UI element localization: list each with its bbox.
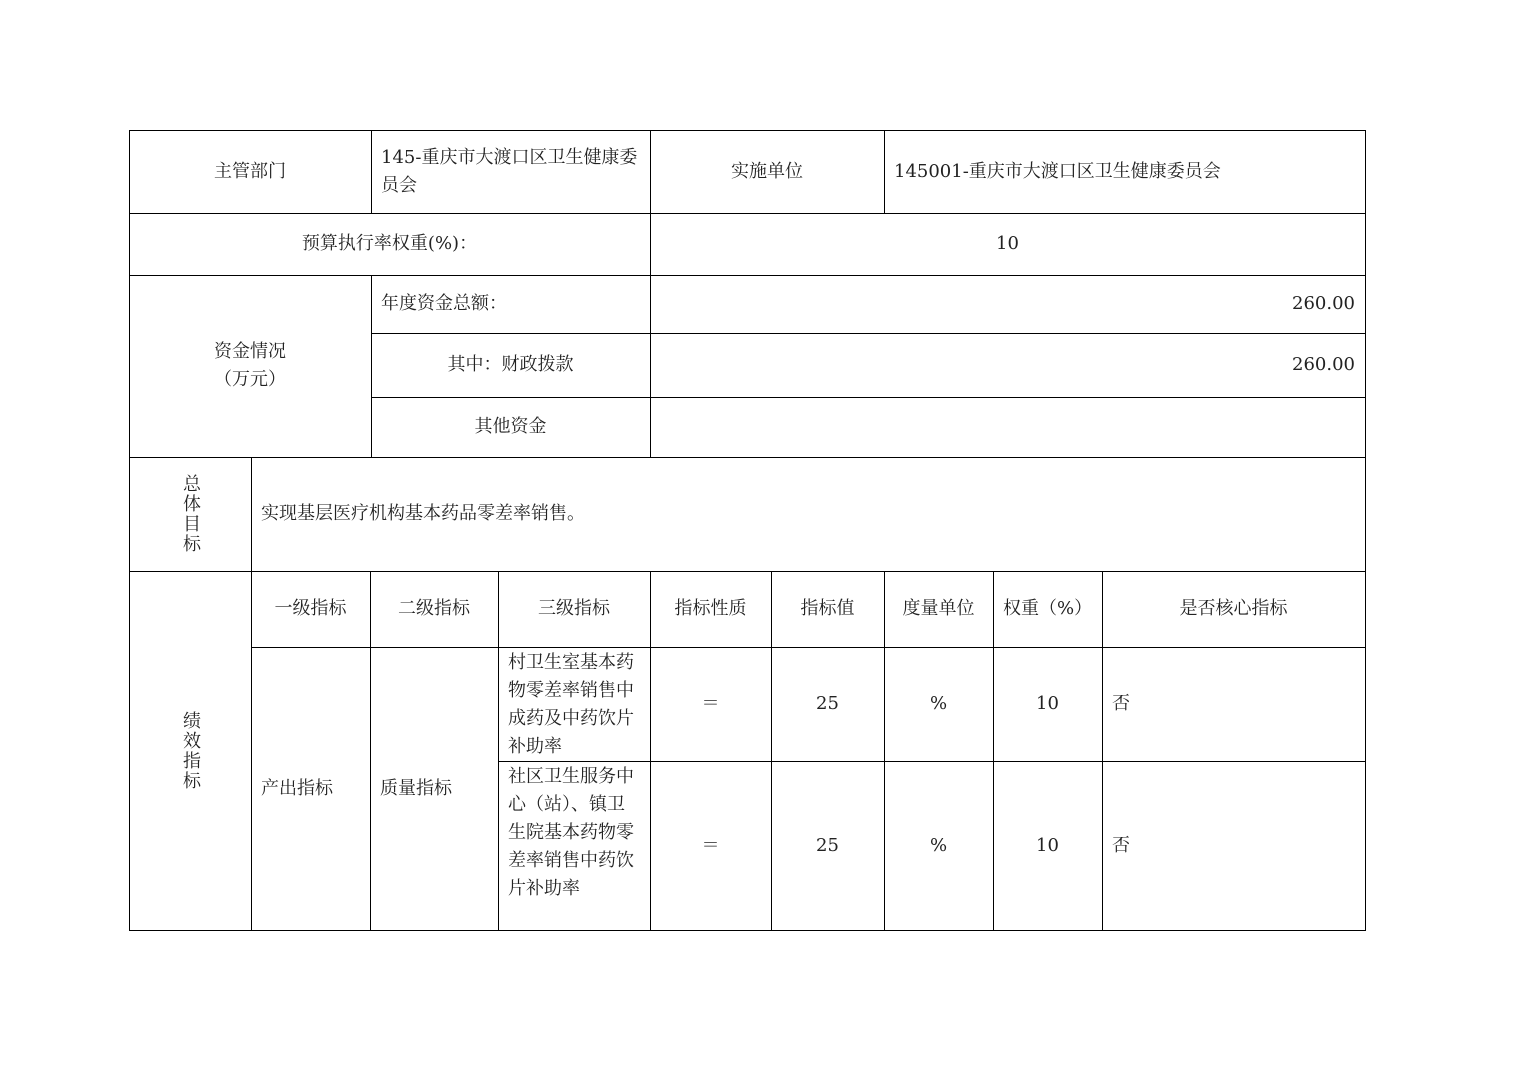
goal-label-text: 总体目标 (180, 474, 201, 554)
grid-line (371, 130, 372, 213)
grid-line (650, 130, 651, 457)
header-core: 是否核心指标 (1179, 598, 1288, 619)
grid-line (251, 457, 252, 931)
header-nature: 指标性质 (674, 598, 747, 619)
table-row-2-unit: % (929, 835, 948, 856)
table-row-1-weight: 10 (1036, 693, 1059, 714)
header-level3: 三级指标 (538, 598, 610, 619)
dept-label: 主管部门 (214, 160, 286, 182)
grid-line (884, 571, 885, 931)
funds-total-value: 260.00 (1292, 293, 1355, 314)
unit-value: 145001-重庆市大渡口区卫生健康委员会 (894, 160, 1221, 182)
table-row-1-core: 否 (1112, 693, 1130, 714)
header-level1: 一级指标 (274, 598, 347, 619)
grid-line (498, 571, 499, 931)
grid-line (1365, 130, 1366, 931)
grid-line (371, 333, 1366, 334)
indicators-label (129, 571, 251, 931)
grid-line (370, 571, 371, 931)
funds-total-label: 年度资金总额： (381, 293, 507, 314)
grid-line (129, 571, 1366, 572)
level1-value: 产出指标 (261, 778, 333, 799)
funds-fiscal-value: 260.00 (1292, 354, 1355, 375)
table-row-1-nature: ＝ (701, 693, 720, 714)
grid-line (129, 930, 1366, 931)
goal-label (129, 457, 251, 571)
grid-line (884, 130, 885, 213)
grid-line (251, 647, 1366, 648)
funds-other-label: 其他资金 (474, 416, 547, 437)
grid-line (1102, 571, 1103, 931)
funds-other-value (650, 397, 1365, 457)
grid-line (371, 275, 372, 457)
budget-weight-value: 10 (996, 233, 1019, 254)
header-weight: 权重（%） (1003, 598, 1093, 619)
grid-line (129, 130, 1366, 131)
grid-line (371, 397, 1366, 398)
header-unit: 度量单位 (902, 598, 975, 619)
funds-label: 资金情况 （万元） (214, 341, 286, 390)
header-level2: 二级指标 (398, 598, 470, 619)
dept-value: 145-重庆市大渡口区卫生健康委员会 (381, 147, 638, 196)
table-row-1-unit: % (929, 693, 948, 714)
performance-target-table (129, 130, 1365, 931)
table-row-2-level3: 社区卫生服务中心（站）、镇卫生院基本药物零差率销售中药饮片补助率 (508, 766, 634, 899)
table-row-2-weight: 10 (1036, 835, 1059, 856)
goal-text: 实现基层医疗机构基本药品零差率销售。 (261, 503, 585, 524)
grid-line (771, 571, 772, 931)
grid-line (129, 275, 1366, 276)
table-row-2-value: 25 (816, 835, 839, 856)
unit-label: 实施单位 (731, 160, 803, 182)
grid-line (650, 571, 651, 931)
table-row-2-core: 否 (1112, 835, 1130, 856)
grid-line (129, 130, 130, 931)
grid-line (129, 213, 1366, 214)
header-value: 指标值 (800, 598, 855, 619)
table-row-2-nature: ＝ (701, 835, 720, 856)
grid-line (129, 457, 1366, 458)
indicators-label-text: 绩效指标 (180, 711, 201, 791)
grid-line (993, 571, 994, 931)
table-row-1-level3: 村卫生室基本药物零差率销售中成药及中药饮片补助率 (508, 652, 634, 757)
funds-fiscal-label: 其中：财政拨款 (447, 354, 574, 375)
budget-weight-label: 预算执行率权重(%)： (301, 233, 478, 254)
table-row-1-value: 25 (816, 693, 839, 714)
grid-line (498, 761, 1366, 762)
level2-value: 质量指标 (380, 778, 452, 799)
